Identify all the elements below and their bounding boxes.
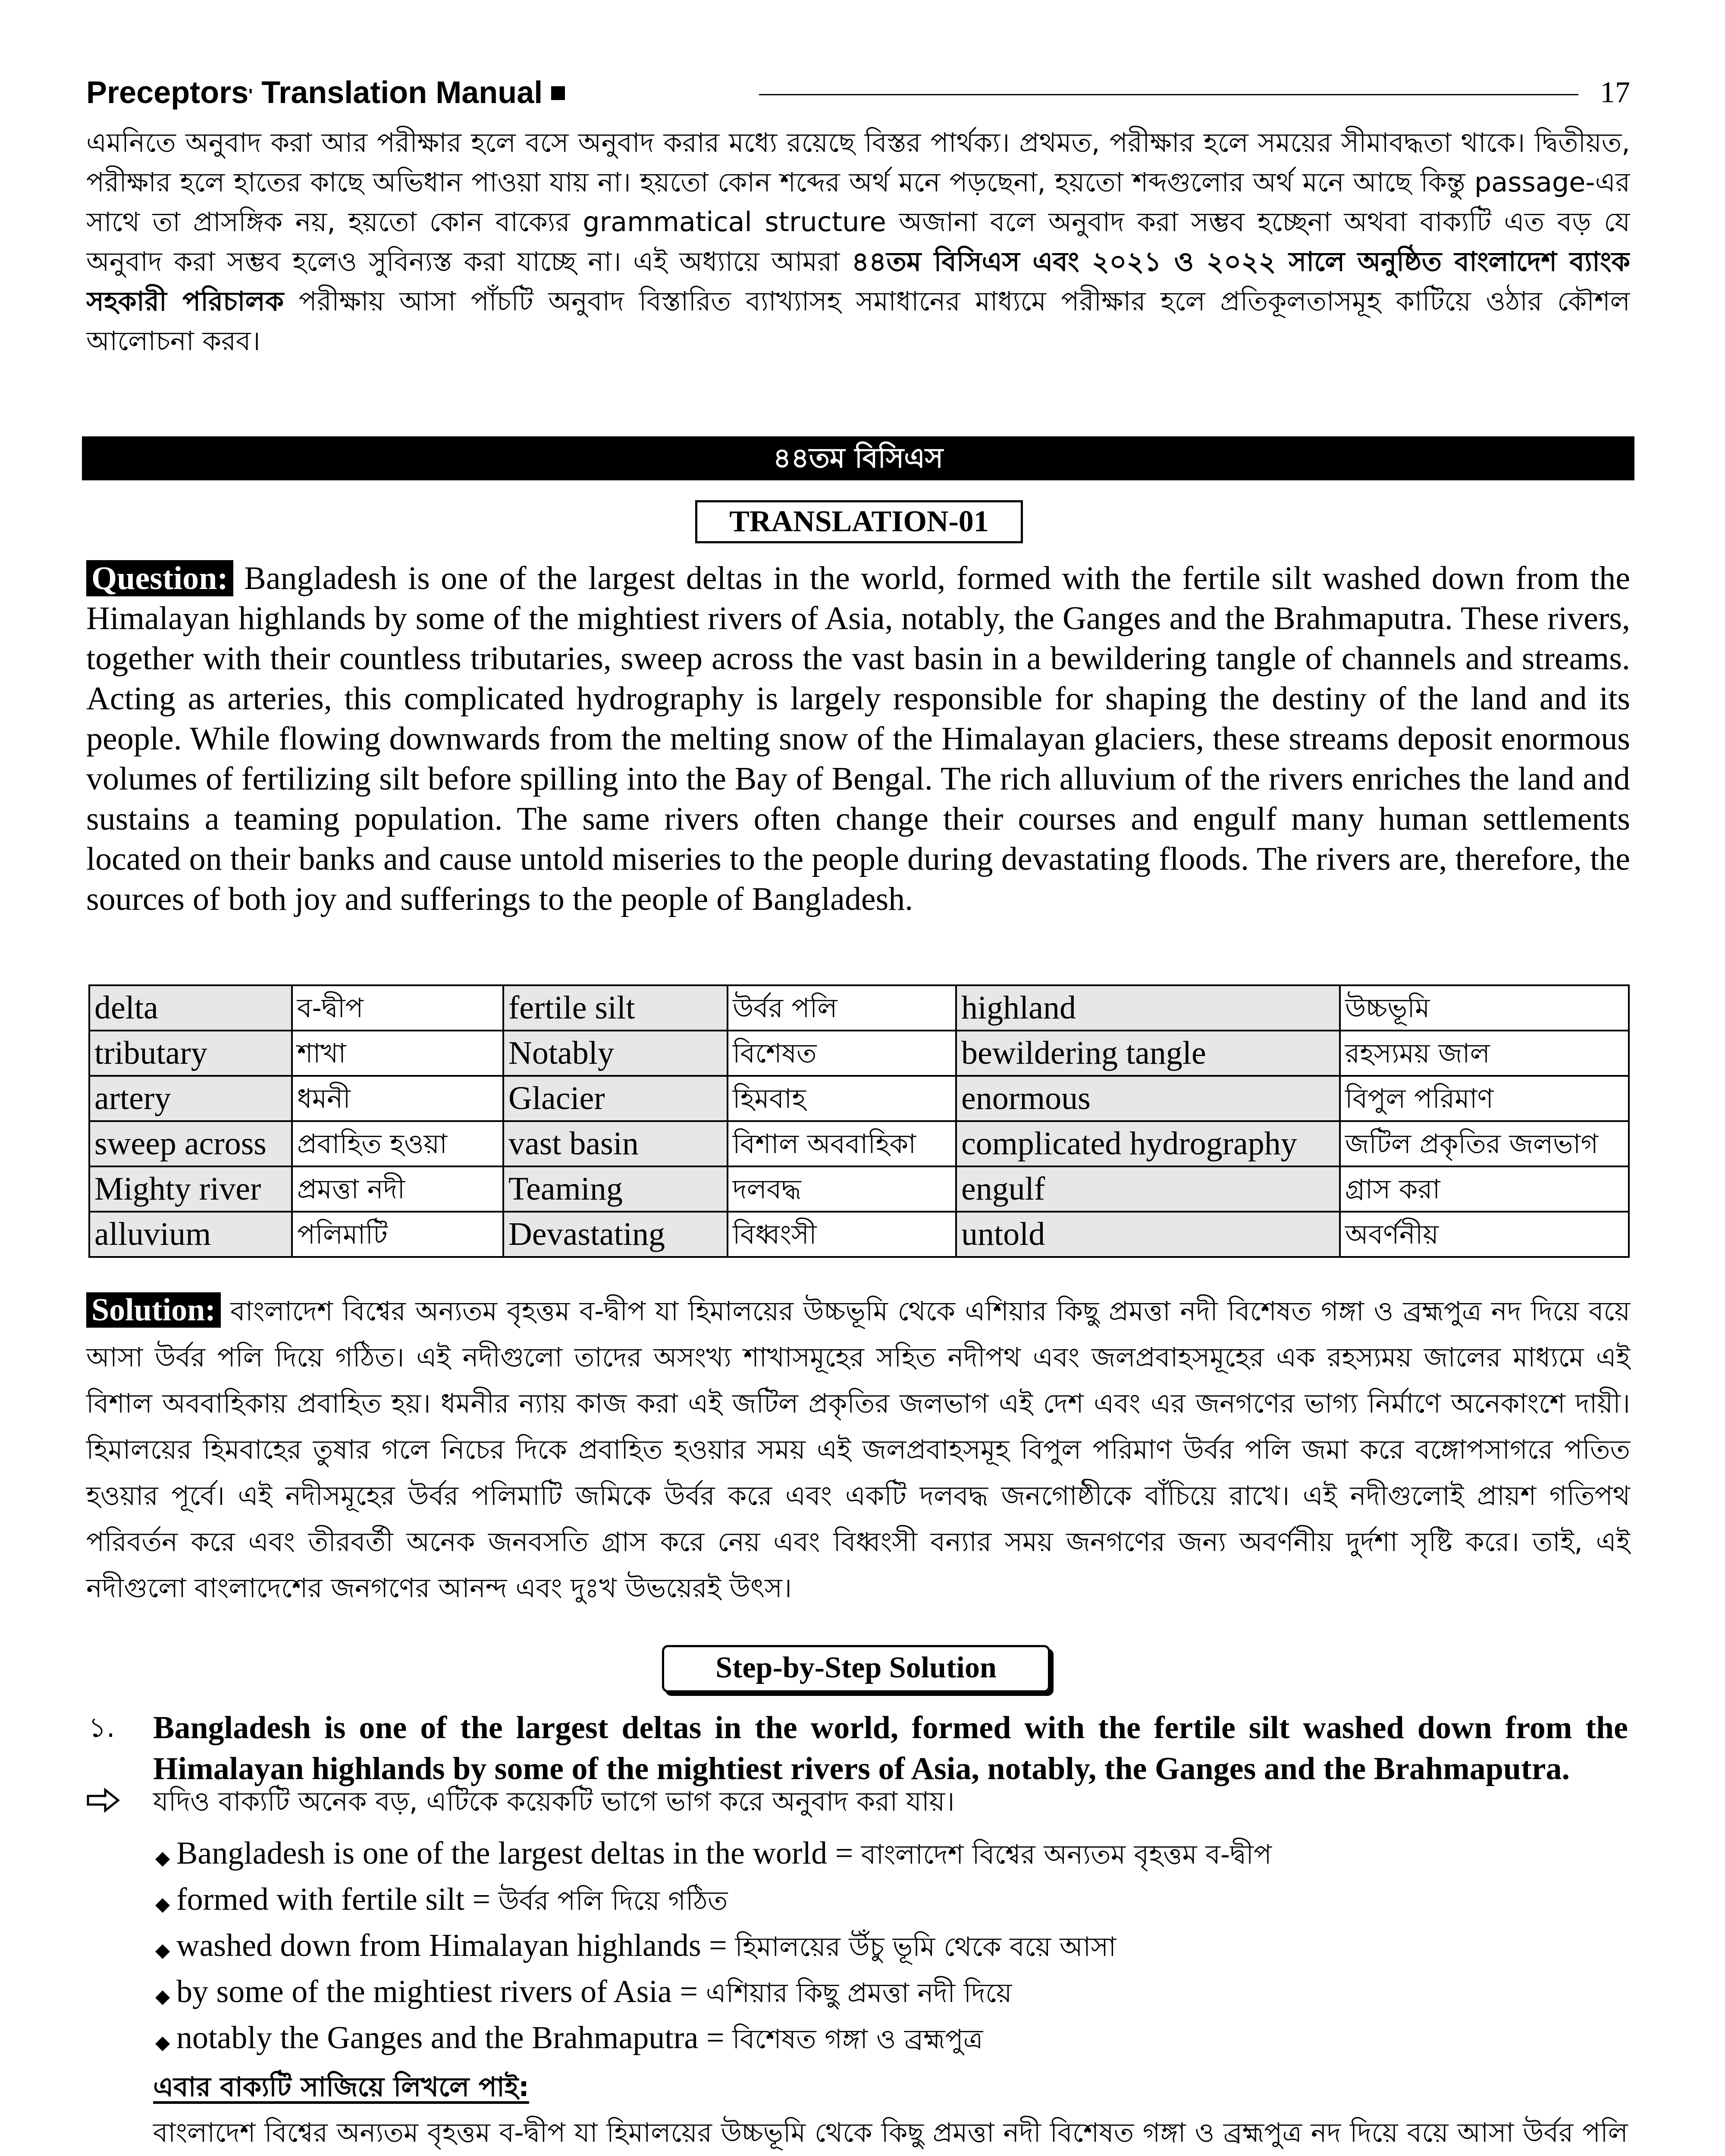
table-row	[89, 1121, 1629, 1166]
glossary-term: Notably	[503, 1031, 728, 1076]
table-row	[89, 1212, 1629, 1257]
phrase-breakdown-list	[153, 1830, 1619, 2061]
glossary-term: Teaming	[503, 1166, 728, 1212]
glossary-term: fertile silt	[503, 985, 728, 1031]
glossary-meaning: গ্রাস করা	[1340, 1166, 1629, 1212]
glossary-term: Glacier	[503, 1076, 728, 1121]
step-number: ১.	[88, 1712, 115, 1744]
solution-text: বাংলাদেশ বিশ্বের অন্যতম বৃহত্তম ব-দ্বীপ যা হিমালয়ের উচ্চভূমি থেকে এশিয়ার কিছু প্রমত্তা নদী বিশেষত গঙ্গা ও ব্রহ্মপুত্র নদ দিয়ে বয়ে আসা উর্বর পলি দিয়ে গঠিত। এই নদীগুলো তাদের অসংখ্য শাখাসমূহের সহিত নদীপথ এবং জলপ্রবাহসমূহের এক রহস্যময় জালের মাধ্যমে এই বিশাল অববাহিকায় প্রবাহিত হয়। ধমনীর ন্যায় কাজ করা এই জটিল প্রকৃতির জলভাগ এই দেশ এবং এর জনগণের ভাগ্য নির্মাণে অনেকাংশে দায়ী। হিমালয়ের হিমবাহের তুষার গলে নিচের দিকে প্রবাহিত হওয়ার সময় এই জলপ্রবাহসমূহ বিপুল পরিমাণ উর্বর পলি জমা করে বঙ্গোপসাগরে পতিত হওয়ার পূর্বে। এই নদীসমূহের উর্বর পলিমাটি জমিকে উর্বর করে এবং একটি দলবদ্ধ জনগোষ্ঠীকে বাঁচিয়ে রাখে। এই নদীগুলোই প্রায়শ গতিপথ পরিবর্তন করে এবং তীরবর্তী অনেক জনবসতি গ্রাস করে নেয় এবং বিধ্বংসী বন্যার সময় জনগণের জন্য অবর্ণনীয় দুর্দশা সৃষ্টি করে। তাই, এই নদীগুলো বাংলাদেশের জনগণের আনন্দ এবং দুঃখ উভয়েরই উৎস।	[86, 1295, 1630, 1604]
glossary-term: engulf	[956, 1166, 1340, 1212]
diamond-bullet-icon	[155, 1852, 170, 1867]
table-row	[89, 985, 1629, 1031]
glossary-meaning: পলিমাটি	[292, 1212, 503, 1257]
phrase-bangla: বিশেষত গঙ্গা ও ব্রহ্মপুত্র	[732, 2023, 983, 2055]
glossary-meaning: বিপুল পরিমাণ	[1340, 1076, 1629, 1121]
phrase-english: formed with fertile silt =	[176, 1882, 499, 1917]
glossary-meaning: উর্বর পলি	[728, 985, 956, 1031]
book-title	[86, 69, 565, 116]
diamond-bullet-icon	[155, 1990, 170, 2005]
glossary-term: delta	[89, 985, 292, 1031]
glossary-term: tributary	[89, 1031, 292, 1076]
phrase-bangla: এশিয়ার কিছু প্রমত্তা নদী দিয়ে	[706, 1977, 1012, 2009]
step-sentence: Bangladesh is one of the largest deltas in the world, formed with the fertile silt washed down from the Himalayan highlands by some of the mightiest rivers of Asia, notably, the Ganges and the Brahmaputra.	[153, 1710, 1628, 1786]
glossary-term: Mighty river	[89, 1166, 292, 1212]
glossary-term: enormous	[956, 1076, 1340, 1121]
diamond-bullet-icon	[155, 1898, 170, 1913]
intro-text-2: পরীক্ষায় আসা পাঁচটি অনুবাদ বিস্তারিত ব্যাখ্যাসহ সমাধানের মাধ্যমে পরীক্ষার হলে প্রতিকূলতাসমূহ কাটিয়ে ওঠার কৌশল আলোচনা করব।	[86, 285, 1630, 357]
phrase-english: notably the Ganges and the Brahmaputra =	[176, 2020, 733, 2056]
book-title-apostrophe: '	[248, 85, 253, 105]
arranged-translation: বাংলাদেশ বিশ্বের অন্যতম বৃহত্তম ব-দ্বীপ যা হিমালয়ের উচ্চভূমি থেকে কিছু প্রমত্তা নদী বিশেষত গঙ্গা ও ব্রহ্মপুত্র নদ দিয়ে বয়ে আসা উর্বর পলি	[153, 2117, 1628, 2148]
phrase-english: washed down from Himalayan highlands =	[176, 1928, 735, 1963]
glossary-meaning: ধমনী	[292, 1076, 503, 1121]
glossary-meaning: প্রমত্তা নদী	[292, 1166, 503, 1212]
arrow-right-icon	[86, 1787, 121, 1813]
glossary-term: Devastating	[503, 1212, 728, 1257]
diamond-bullet-icon	[155, 2037, 170, 2051]
glossary-term: vast basin	[503, 1121, 728, 1166]
solution-paragraph	[86, 1287, 1630, 1611]
list-item	[153, 2015, 1619, 2061]
phrase-bangla: হিমালয়ের উঁচু ভূমি থেকে বয়ে আসা	[735, 1931, 1117, 1962]
list-item	[153, 1923, 1619, 1969]
glossary-meaning: শাখা	[292, 1031, 503, 1076]
glossary-meaning: বিশেষত	[728, 1031, 956, 1076]
page-number: 17	[1600, 76, 1630, 109]
phrase-bangla: উর্বর পলি দিয়ে গঠিত	[498, 1885, 728, 1916]
glossary-term: sweep across	[89, 1121, 292, 1166]
list-item	[153, 1877, 1619, 1923]
diamond-bullet-icon	[155, 1944, 170, 1959]
glossary-meaning: ব-দ্বীপ	[292, 985, 503, 1031]
table-row	[89, 1031, 1629, 1076]
step-note: যদিও বাক্যটি অনেক বড়, এটিকে কয়েকটি ভাগে ভাগ করে অনুবাদ করা যায়।	[153, 1786, 955, 1817]
glossary-meaning: প্রবাহিত হওয়া	[292, 1121, 503, 1166]
glossary-meaning: হিমবাহ	[728, 1076, 956, 1121]
glossary-term: bewildering tangle	[956, 1031, 1340, 1076]
step-by-step-title: Step-by-Step Solution	[662, 1645, 1050, 1692]
glossary-table	[88, 984, 1630, 1258]
table-row	[89, 1076, 1629, 1121]
list-item	[153, 1830, 1619, 1877]
glossary-meaning: বিধ্বংসী	[728, 1212, 956, 1257]
glossary-term: alluvium	[89, 1212, 292, 1257]
square-bullet-icon	[551, 86, 565, 100]
glossary-meaning: দলবদ্ধ	[728, 1166, 956, 1212]
phrase-english: by some of the mightiest rivers of Asia =	[176, 1974, 706, 2009]
intro-paragraph	[86, 123, 1630, 399]
phrase-bangla: বাংলাদেশ বিশ্বের অন্যতম বৃহত্তম ব-দ্বীপ	[861, 1839, 1272, 1870]
glossary-term: artery	[89, 1076, 292, 1121]
header-rule	[759, 94, 1578, 95]
glossary-meaning: জটিল প্রকৃতির জলভাগ	[1340, 1121, 1629, 1166]
intro-text-bold: ৪৪তম বিসিএস এবং ২০২১ ও ২০২২ সালে অনুষ্ঠিত বাংলাদেশ ব্যাংক সহকারী পরিচালক	[86, 246, 1630, 317]
book-title-rest: Translation Manual	[253, 75, 543, 110]
book-title-main: Preceptors	[86, 75, 249, 110]
glossary-meaning: রহস্যময় জাল	[1340, 1031, 1629, 1076]
question-text: Bangladesh is one of the largest deltas in the world, formed with the fertile silt washed down from the Himalayan highlands by some of the mightiest rivers of Asia, notably, the Ganges and the Brahmaputra. These rivers, together with their countless tributaries, sweep across the vast basin in a bewildering tangle of channels and streams. Acting as arteries, this complicated hydrography is largely responsible for shaping the destiny of the land and its people. While flowing downwards from the melting snow of the Himalayan glaciers, these streams deposit enormous volumes of fertilizing silt before spilling into the Bay of Bengal. The rich alluvium of the rivers enriches the land and sustains a teaming population. The same rivers often change their courses and engulf many human settlements located on their banks and cause untold miseries to the people during devastating floods. The rivers are, therefore, the sources of both joy and sufferings to the people of Bangladesh.	[86, 560, 1630, 917]
table-row	[89, 1166, 1629, 1212]
glossary-term: untold	[956, 1212, 1340, 1257]
page-header	[86, 69, 1630, 116]
intro-text-1: এমনিতে অনুবাদ করা আর পরীক্ষার হলে বসে অনুবাদ করার মধ্যে রয়েছে বিস্তর পার্থক্য। প্রথমত, পরীক্ষার হলে সময়ের সীমাবদ্ধতা থাকে। দ্বিতীয়ত, পরীক্ষার হলে হাতের কাছে অভিধান পাওয়া যায় না। হয়তো কোন শব্দের অর্থ মনে পড়ছেনা, হয়তো শব্দগুলোর অর্থ মনে আছে কিন্তু passage-এর সাথে তা প্রাসঙ্গিক নয়, হয়তো কোন বাক্যের grammatical structure অজানা বলে অনুবাদ করা সম্ভব হচ্ছেনা অথবা বাক্যটি এত বড় যে অনুবাদ করা সম্ভব হলেও সুবিন্যস্ত করা যাচ্ছে না। এই অধ্যায়ে আমরা	[86, 127, 1630, 277]
glossary-term: highland	[956, 985, 1340, 1031]
list-item	[153, 1969, 1619, 2015]
question-label: Question:	[86, 560, 233, 596]
section-title-bar: ৪৪তম বিসিএস	[82, 436, 1634, 480]
glossary-meaning: উচ্চভূমি	[1340, 985, 1629, 1031]
translation-title: TRANSLATION-01	[695, 500, 1023, 543]
glossary-meaning: অবর্ণনীয়	[1340, 1212, 1629, 1257]
question-paragraph	[86, 558, 1630, 919]
glossary-term: complicated hydrography	[956, 1121, 1340, 1166]
phrase-english: Bangladesh is one of the largest deltas in the world =	[176, 1836, 861, 1871]
solution-label: Solution:	[86, 1292, 221, 1328]
glossary-meaning: বিশাল অববাহিকা	[728, 1121, 956, 1166]
arrange-heading: এবার বাক্যটি সাজিয়ে লিখলে পাই:	[153, 2071, 529, 2103]
